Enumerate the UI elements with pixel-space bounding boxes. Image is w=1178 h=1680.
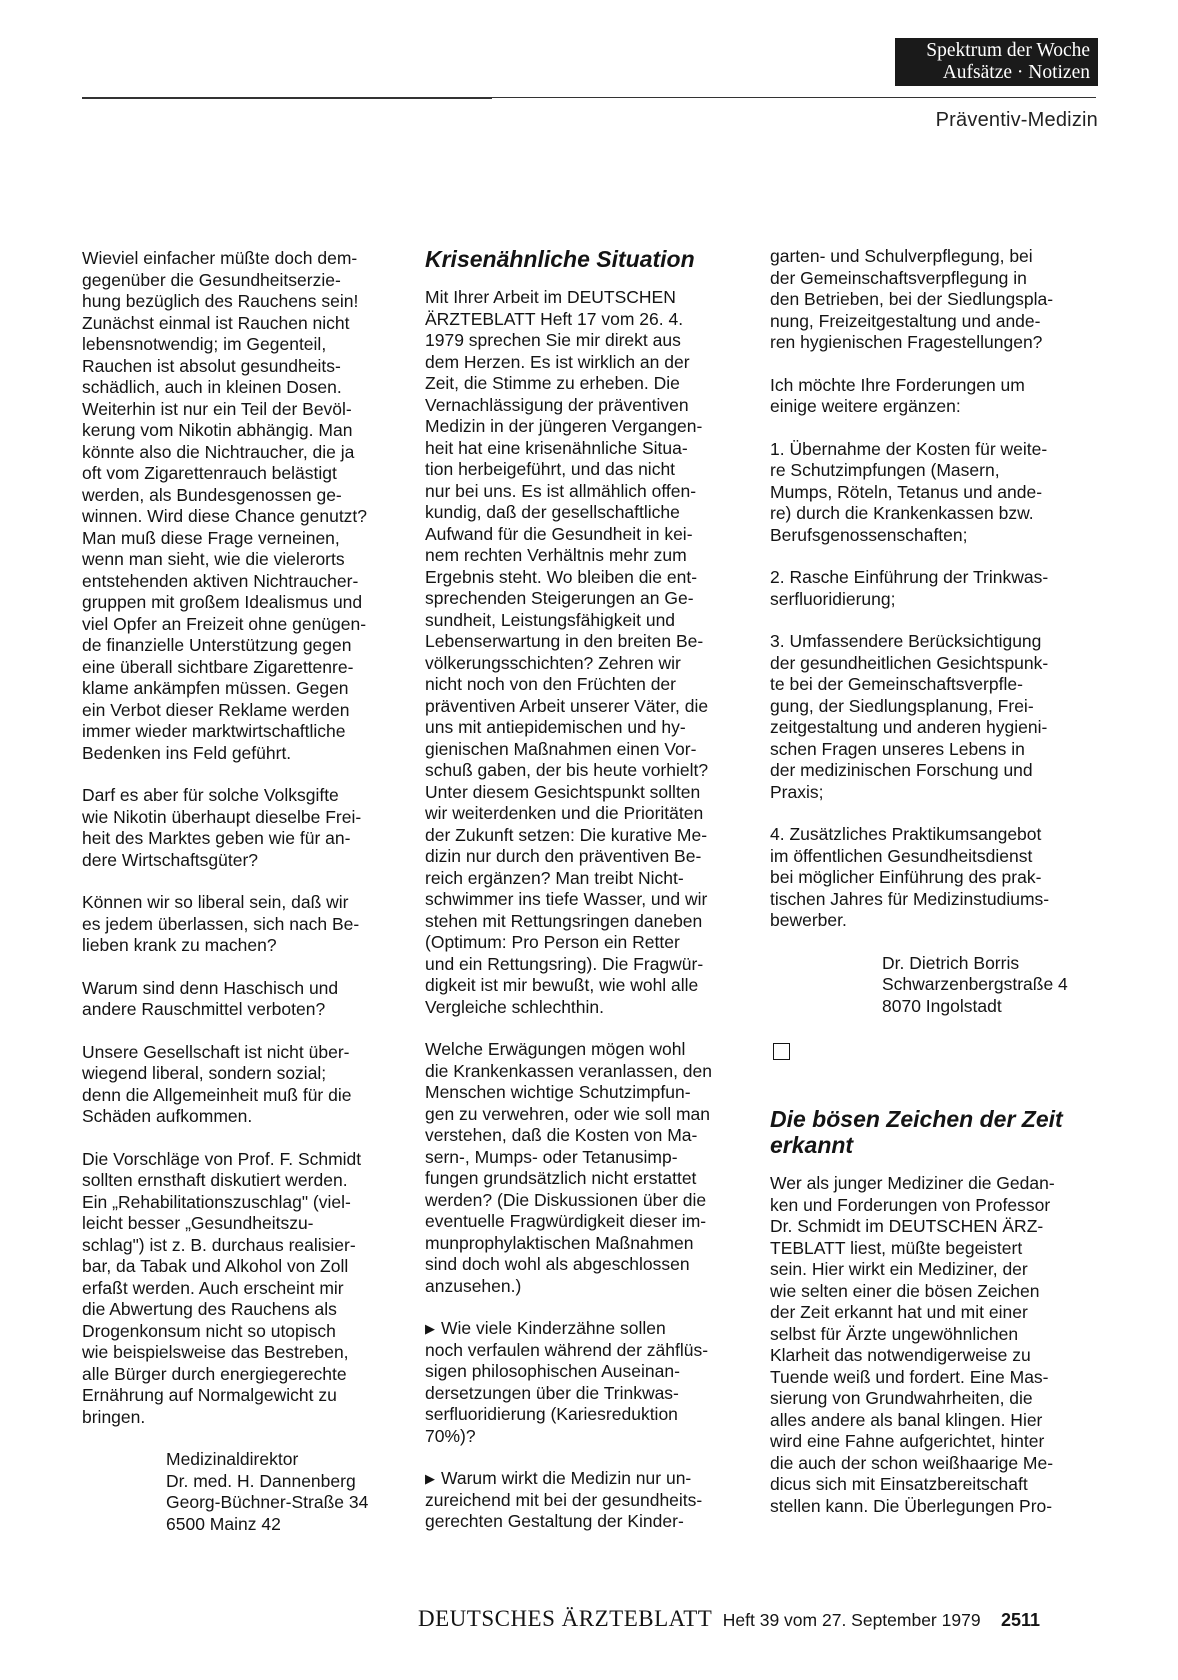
paragraph: garten- und Schulverpflegung, bei der Gemeinschaftsverpflegung in den Betrieben, bei der Siedlungspla- nung, Freizeitgestaltung und ande- ren hygienischen Fragestellungen?	[770, 246, 1054, 352]
list-item: 2. Rasche Einführung der Trinkwas- serfluoridierung;	[770, 567, 1049, 609]
author-signature: Medizinaldirektor Dr. med. H. Dannenberg Georg-Büchner-Straße 34 6500 Mainz 42	[166, 1449, 369, 1534]
list-item: 1. Übernahme der Kosten für weite- re Schutzimpfungen (Masern, Mumps, Röteln, Tetanus und ande- re) durch die Krankenkassen bzw. Berufsgenossenschaften;	[770, 438, 1048, 545]
bullet-text: Warum wirkt die Medizin nur un- zureichend mit bei der gesundheits- gerechten Gestaltung der Kinder-	[425, 1468, 703, 1531]
tag-line-1: Spektrum der Woche	[926, 40, 1090, 61]
paragraph: Welche Erwägungen mögen wohl die Krankenkassen veranlassen, den Menschen wichtige Schutzimpfun- gen zu verwehren, oder wie soll man verstehen, daß die Kosten von Ma- sern-, Mumps- oder Tetanusimp- fungen grundsätzlich nicht erstattet werden? (Die Diskussionen über die eventuelle Fragwürdigkeit dieser im- munprophylaktischen Maßnahmen sind doch wohl als abgeschlossen anzusehen.)	[425, 1039, 712, 1296]
paragraph: Darf es aber für solche Volksgifte wie Nikotin überhaupt dieselbe Frei- heit des Marktes geben wie für an- dere Wirtschaftsgüter?	[82, 785, 362, 870]
list-item: 3. Umfassendere Berücksichtigung der gesundheitlichen Gesichtspunk- te bei der Gemeinschaftsverpfle- gung, der Siedlungsplanung, Frei- zeitgestaltung und anderen hygieni- schen Fragen unseres Lebens in der medizinischen Forschung und Praxis;	[770, 631, 1049, 802]
author-signature: Dr. Dietrich Borris Schwarzenbergstraße 4 8070 Ingolstadt	[882, 952, 1068, 1016]
section-tag-box	[895, 38, 1098, 86]
end-square-icon	[773, 1043, 790, 1060]
bullet-paragraph	[425, 1318, 746, 1447]
paragraph: Ich möchte Ihre Forderungen um einige weitere ergänzen:	[770, 374, 1025, 416]
issue-info: Heft 39 vom 27. September 1979	[722, 1610, 981, 1630]
paragraph: Warum sind denn Haschisch und andere Rauschmittel verboten?	[82, 977, 339, 1019]
paragraph: Können wir so liberal sein, daß wir es jedem überlassen, sich nach Be- lieben krank zu machen?	[82, 892, 360, 955]
bullet-paragraph	[425, 1468, 746, 1533]
column-2	[425, 248, 746, 1533]
column-1	[82, 248, 403, 1556]
article-heading: Die bösen Zeichen der Zeit erkannt	[770, 1106, 1063, 1158]
article-heading: Krisenähnliche Situation	[425, 246, 695, 272]
tag-line-2: Aufsätze · Notizen	[942, 62, 1090, 83]
section-title: Präventiv-Medizin	[935, 109, 1098, 131]
paragraph: Wieviel einfacher müßte doch dem- gegenüber die Gesundheitserzie- hung bezüglich des Rauchens sein! Zunächst einmal ist Rauchen nicht lebensnotwendig; im Gegenteil, Rauchen ist absolut gesundheits- schädlich, auch in kleinen Dosen. Weiterhin ist nur ein Teil der Bevöl- kerung vom Nikotin abhängig. Man könnte also die Nichtraucher, die ja oft vom Zigarettenrauch belästigt werden, als Bundesgenossen ge- winnen. Wird diese Chance genutzt? Man muß diese Frage verneinen, wenn man sieht, wie die vielerorts entstehenden aktiven Nichtraucher- gruppen mit großem Idealismus und viel Opfer an Freizeit ohne genügen- de finanzielle Unterstützung gegen eine überall sichtbare Zigarettenre- klame ankämpfen müssen. Gegen ein Verbot dieser Reklame werden immer wieder marktwirtschaftliche Bedenken ins Feld geführt.	[82, 248, 368, 763]
journal-masthead: DEUTSCHES ÄRZTEBLATT	[418, 1606, 713, 1631]
paragraph: Mit Ihrer Arbeit im DEUTSCHEN ÄRZTEBLATT Heft 17 vom 26. 4. 1979 sprechen Sie mir direkt aus dem Herzen. Es ist wirklich an der Zeit, die Stimme zu erheben. Die Vernachlässigung der präventiven Medizin in der jüngeren Vergangen- heit hat eine krisenähnliche Situa- tion herbeigeführt, und das nicht nur bei uns. Es ist allmählich offen- kundig, daß der gesellschaftliche Aufwand für die Gesundheit in kei- nem rechten Verhältnis mehr zum Ergebnis steht. Wo bleiben die ent- sprechenden Steigerungen an Ge- sundheit, Leistungsfähigkeit und Lebenserwartung in den breiten Be- völkerungsschichten? Zehren wir nicht noch von den Früchten der präventiven Arbeit unserer Väter, die uns mit antiepidemischen und hy- gienischen Maßnahmen einen Vor- schuß gaben, der bis heute vorhielt? Unter diesem Gesichtspunkt sollten wir weiterdenken und die Prioritäten der Zukunft setzen: Die kurative Me- dizin nur durch den präventiven Be- reich ergänzen? Man treibt Nicht- schwimmer ins tiefe Wasser, und wir stehen mit Rettungsringen daneben (Optimum: Pro Person ein Retter und ein Rettungsring). Die Fragwür- digkeit ist mir bewußt, wie wohl alle Vergleiche schlechthin.	[425, 287, 709, 1017]
paragraph: Wer als junger Mediziner die Gedan- ken und Forderungen von Professor Dr. Schmidt im DEUTSCHEN ÄRZ- TEBLATT liest, müßte begeistert sein. Hier wirkt ein Mediziner, der wie selten einer die bösen Zeichen der Zeit erkannt hat und mit einer selbst für Ärzte ungewöhnlichen Klarheit das notwendigerweise zu Tuende weiß und fordert. Eine Mas- sierung von Grundwahrheiten, die alles andere als banal klingen. Hier wird eine Fahne aufgerichtet, hinter die auch der schon weißhaarige Me- dicus sich mit Einsatzbereitschaft stellen kann. Die Überlegungen Pro-	[770, 1173, 1055, 1516]
bullet-text: Wie viele Kinderzähne sollen noch verfaulen während der zähflüs- sigen philosophischen Auseinan- dersetzungen über die Trinkwas- serfluoridierung (Kariesreduktion 70%)?	[425, 1318, 709, 1446]
paragraph: Unsere Gesellschaft ist nicht über- wiegend liberal, sondern sozial; denn die Allgemeinheit muß für die Schäden aufkommen.	[82, 1041, 352, 1126]
paragraph: Die Vorschläge von Prof. F. Schmidt sollten ernsthaft diskutiert werden. Ein „Rehabilitationszuschlag" (viel- leicht besser „Gesundheitszu- schlag") ist z. B. durchaus realisier- bar, da Tabak und Alkohol von Zoll erfaßt werden. Auch erscheint mir die Abwertung des Rauchens als Drogenkonsum nicht so utopisch wie beispielsweise das Bestreben, alle Bürger durch energiegerechte Ernährung auf Normalgewicht zu bringen.	[82, 1148, 362, 1427]
column-3	[770, 246, 1092, 1517]
page-number: 2511	[1001, 1610, 1041, 1630]
page-footer	[418, 1606, 1098, 1632]
list-item: 4. Zusätzliches Praktikumsangebot im öffentlichen Gesundheitsdienst bei möglicher Einführung des prak- tischen Jahres für Medizinstudiums- bewerber.	[770, 824, 1050, 930]
triangle-bullet-icon: ▶	[425, 1321, 435, 1336]
triangle-bullet-icon: ▶	[425, 1471, 435, 1486]
header-rule-thick	[82, 97, 492, 99]
